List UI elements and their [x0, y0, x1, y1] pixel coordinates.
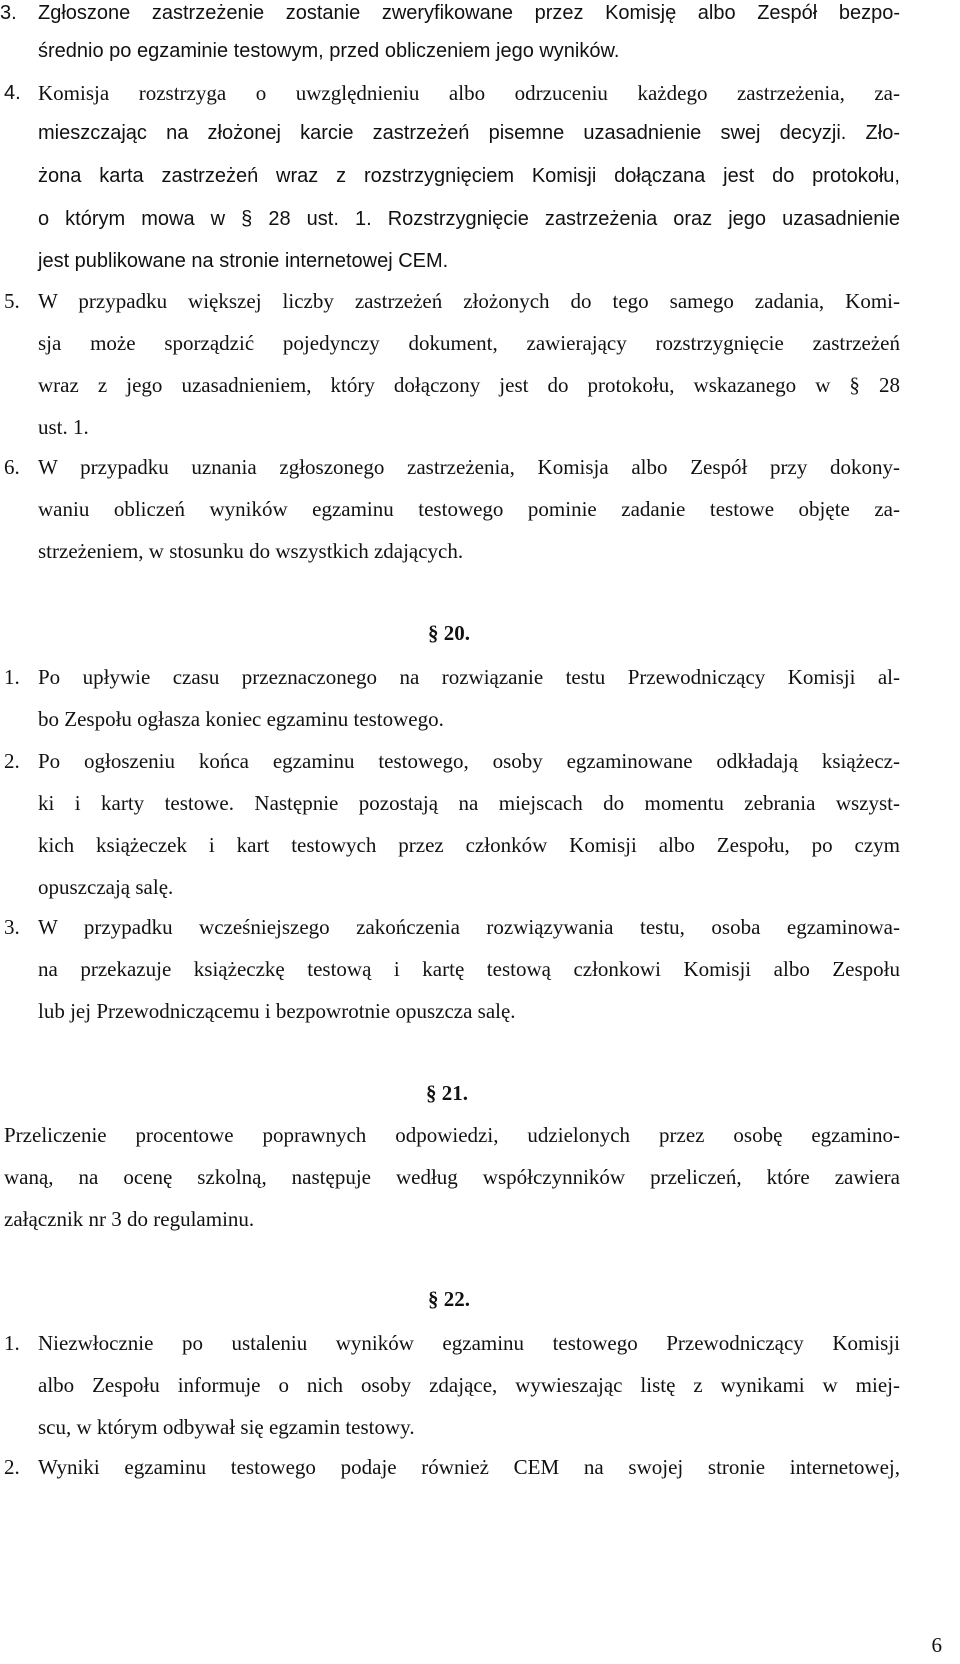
- s20-p2-line-3: kich książeczek i kart testowych przez członków Komisji albo Zespołu, po czym: [38, 833, 900, 857]
- s22-p1-line-1: Niezwłocznie po ustaleniu wyników egzaminu testowego Przewodniczący Komisji: [38, 1331, 900, 1355]
- item-number: 5.: [4, 289, 20, 313]
- item-4-line-4: o którym mowa w § 28 ust. 1. Rozstrzygnięcie zastrzeżenia oraz jego uzasadnienie: [38, 208, 900, 230]
- s20-p3-line-2: na przekazuje książeczkę testową i kartę testową członkowi Komisji albo Zespołu: [38, 957, 900, 981]
- item-5-line-1: W przypadku większej liczby zastrzeżeń złożonych do tego samego zadania, Komi-: [38, 289, 900, 313]
- s20-p3-line-3: lub jej Przewodniczącemu i bezpowrotnie opuszcza salę.: [38, 999, 516, 1023]
- s20-p1-line-2: bo Zespołu ogłasza koniec egzaminu testowego.: [38, 707, 444, 731]
- s21-line-3: załącznik nr 3 do regulaminu.: [4, 1207, 255, 1231]
- s20-p2-line-1: Po ogłoszeniu końca egzaminu testowego, osoby egzaminowane odkładają książecz-: [38, 749, 900, 773]
- section-heading-20: § 20.: [428, 621, 470, 645]
- item-number: 1.: [4, 665, 20, 689]
- item-3-line-2: średnio po egzaminie testowym, przed obliczeniem jego wyników.: [38, 40, 620, 62]
- s20-p3-line-1: W przypadku wcześniejszego zakończenia rozwiązywania testu, osoba egzaminowa-: [38, 915, 900, 939]
- item-number: 1.: [4, 1331, 20, 1355]
- s22-p1-line-2: albo Zespołu informuje o nich osoby zdające, wywieszając listę z wynikami w miej-: [38, 1373, 900, 1397]
- s20-p2-line-4: opuszczają salę.: [38, 875, 174, 899]
- s22-p2-line-1: Wyniki egzaminu testowego podaje również CEM na swojej stronie internetowej,: [38, 1455, 900, 1479]
- item-5-line-4: ust. 1.: [38, 415, 89, 439]
- s22-p1-line-3: scu, w którym odbywał się egzamin testowy.: [38, 1415, 415, 1439]
- item-4-line-2: mieszczając na złożonej karcie zastrzeżeń pisemne uzasadnienie swej decyzji. Zło-: [38, 122, 900, 144]
- s20-p2-line-2: ki i karty testowe. Następnie pozostają na miejscach do momentu zebrania wszyst-: [38, 791, 900, 815]
- section-heading-22: § 22.: [428, 1287, 470, 1311]
- section-heading-21: § 21.: [426, 1081, 468, 1105]
- item-number: 2.: [4, 749, 20, 773]
- item-4-line-5: jest publikowane na stronie internetowej CEM.: [38, 250, 449, 272]
- s20-p1-line-1: Po upływie czasu przeznaczonego na rozwiązanie testu Przewodniczący Komisji al-: [38, 665, 900, 689]
- item-4-line-3: żona karta zastrzeżeń wraz z rozstrzygnięciem Komisji dołączana jest do protokołu,: [38, 165, 900, 187]
- item-number: 3.: [0, 2, 17, 24]
- item-number: 6.: [4, 455, 20, 479]
- item-5-line-2: sja może sporządzić pojedynczy dokument, zawierający rozstrzygnięcie zastrzeżeń: [38, 331, 900, 355]
- s21-line-1: Przeliczenie procentowe poprawnych odpowiedzi, udzielonych przez osobę egzamino-: [4, 1123, 900, 1147]
- item-6-line-3: strzeżeniem, w stosunku do wszystkich zdających.: [38, 539, 464, 563]
- s21-line-2: waną, na ocenę szkolną, następuje według współczynników przeliczeń, które zawiera: [4, 1165, 900, 1189]
- item-number: 2.: [4, 1455, 20, 1479]
- item-6-line-2: waniu obliczeń wyników egzaminu testowego pominie zadanie testowe objęte za-: [38, 497, 900, 521]
- item-number: 3.: [4, 915, 20, 939]
- page-number: 6: [931, 1633, 942, 1657]
- item-6-line-1: W przypadku uznania zgłoszonego zastrzeżenia, Komisja albo Zespół przy dokony-: [38, 455, 900, 479]
- item-3-line-1: Zgłoszone zastrzeżenie zostanie zweryfikowane przez Komisję albo Zespół bezpo-: [38, 2, 900, 24]
- item-5-line-3: wraz z jego uzasadnieniem, który dołączony jest do protokołu, wskazanego w § 28: [38, 373, 900, 397]
- item-number: 4.: [4, 82, 21, 104]
- item-4-line-1: Komisja rozstrzyga o uwzględnieniu albo odrzuceniu każdego zastrzeżenia, za-: [38, 81, 900, 105]
